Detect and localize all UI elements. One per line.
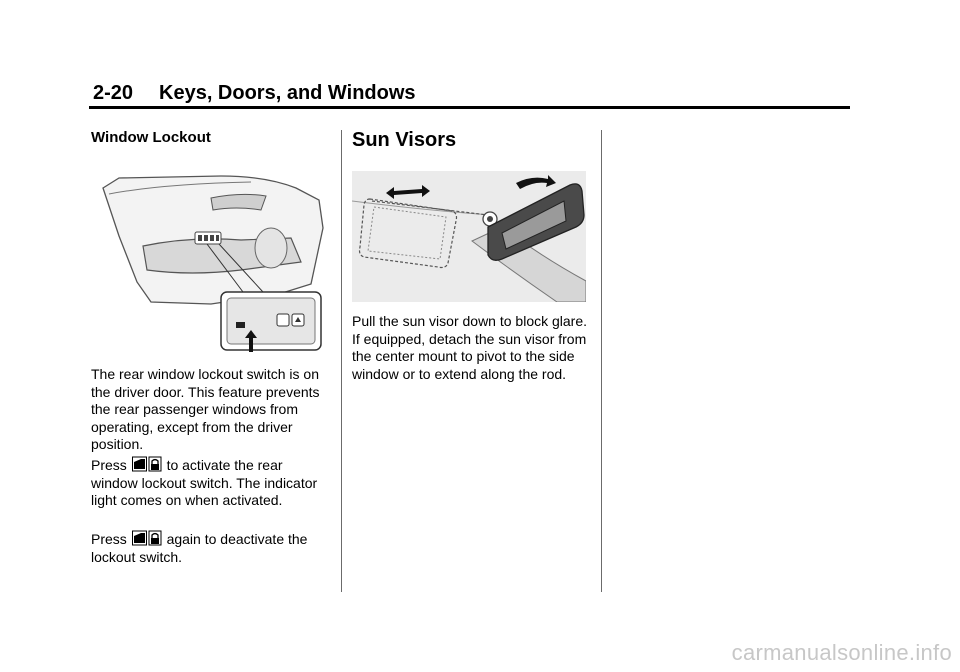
window-lockout-icon (132, 456, 162, 472)
lockout-paragraph-2 (91, 456, 331, 510)
activate-text: to activate the rear window lockout switch. The indicator light comes on when activated. (91, 457, 318, 508)
page-number: 2-20 (93, 82, 134, 104)
watermark: carmanualsonline.info (731, 640, 952, 665)
column-divider-left (341, 130, 342, 592)
deactivate-text: again to deactivate the lockout switch. (91, 531, 308, 565)
press-word: Press (91, 457, 127, 473)
page-header (89, 80, 850, 109)
window-lockout-icon (132, 530, 162, 546)
column-divider-right (601, 130, 602, 592)
sun-visors-heading: Sun Visors (352, 129, 457, 151)
door-panel-illustration (91, 166, 331, 358)
sun-visor-paragraph: Pull the sun visor down to block glare. If equipped, detach the sun visor from the center mount to pivot to the side window or to extend along the rod. (352, 313, 588, 382)
press-word-2: Press (91, 531, 127, 547)
section-title: Keys, Doors, and Windows (159, 82, 416, 104)
lockout-paragraph-3 (91, 530, 331, 566)
sun-visor-illustration (352, 171, 586, 302)
lockout-paragraph-1: The rear window lockout switch is on the driver door. This feature prevents the rear passenger windows from operating, except from the driver position. (91, 366, 320, 452)
window-lockout-heading: Window Lockout (91, 129, 211, 146)
